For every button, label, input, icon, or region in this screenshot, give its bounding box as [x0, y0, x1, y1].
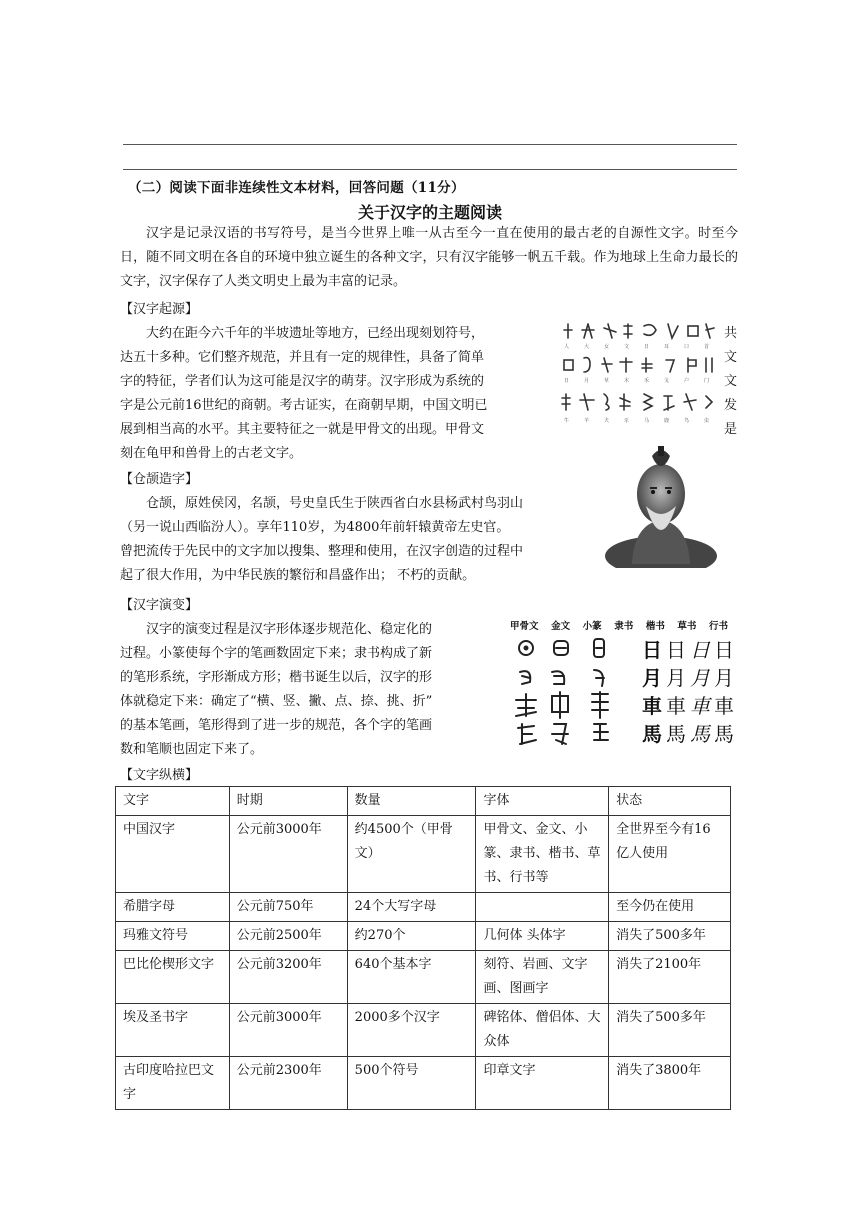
- svg-text:鸟: 鸟: [684, 418, 690, 424]
- origin-line: 大约在距今六千年的半坡遗址等地方，已经出现刻划符号，: [146, 326, 485, 341]
- table-cell: 碑铭体、僧侣体、大众体: [476, 1004, 609, 1057]
- table-cell: 刻符、岩画、文字画、图画字: [476, 951, 609, 1004]
- table-cell: 消失了500多年: [609, 922, 731, 951]
- glyph-kai: 馬: [666, 722, 686, 746]
- script-names-row: [502, 614, 734, 632]
- cangjie-line: 仓颉，原姓侯冈，名颉，号史皇氏生于陕西省白水县杨武村鸟羽山: [146, 496, 524, 511]
- modern-glyphs: [642, 636, 734, 748]
- glyph-kai: 日: [666, 638, 686, 662]
- glyph-xing: 馬: [714, 722, 734, 746]
- section-heading-cangjie: 【仓颉造字】: [120, 472, 199, 487]
- table-row: [116, 1057, 731, 1110]
- glyph-row: [642, 692, 734, 720]
- table-row: [116, 951, 731, 1004]
- table-row: [116, 816, 731, 893]
- svg-text:首: 首: [704, 344, 710, 350]
- glyph-row: [642, 636, 734, 664]
- svg-text:日: 日: [644, 344, 650, 350]
- cangjie-portrait-image: [602, 444, 720, 568]
- glyph-cao: 日: [690, 638, 710, 662]
- comparison-table: [115, 786, 731, 1110]
- origin-line: 字的特征，学者们认为这可能是汉字的萌芽。汉字形成为系统的: [120, 374, 485, 389]
- table-header-row: [116, 787, 731, 816]
- table-cell: 公元前2300年: [229, 1057, 347, 1110]
- section-heading-evolution: 【汉字演变】: [120, 598, 199, 613]
- script-name: 行书: [708, 621, 728, 632]
- svg-text:木: 木: [624, 378, 630, 384]
- svg-text:豕: 豕: [624, 418, 630, 424]
- glyph-li: 馬: [642, 722, 662, 746]
- glyph-kai: 月: [666, 666, 686, 690]
- side-char: 是: [724, 422, 738, 437]
- evolution-line: 汉字的演变过程是汉字形体逐步规范化、稳定化的: [146, 622, 433, 637]
- svg-text:羊: 羊: [584, 418, 590, 424]
- table-cell: 640个基本字: [347, 951, 476, 1004]
- origin-side-chars: [724, 322, 740, 442]
- svg-text:女: 女: [604, 344, 610, 350]
- table-cell: 消失了500多年: [609, 1004, 731, 1057]
- script-name: 金文: [551, 621, 571, 632]
- glyph-cao: 馬: [690, 722, 710, 746]
- table-cell: 中国汉字: [116, 816, 230, 893]
- table-header: 时期: [229, 787, 347, 816]
- cangjie-line: 曾把流传于先民中的文字加以搜集、整理和使用，在汉字创造的过程中: [120, 544, 524, 559]
- table-header: 字体: [476, 787, 609, 816]
- table-row: [116, 922, 731, 951]
- origin-line: 刻在龟甲和兽骨上的古老文字。: [120, 446, 303, 461]
- svg-text:草: 草: [604, 378, 610, 384]
- table-cell: 甲骨文、金文、小篆、隶书、楷书、草书、行书等: [476, 816, 609, 893]
- side-char: 共: [724, 326, 738, 341]
- ancient-script-glyphs: [508, 636, 640, 748]
- top-rule-2: [123, 169, 737, 170]
- glyph-row: [642, 664, 734, 692]
- svg-text:文: 文: [624, 344, 630, 350]
- script-name: 草书: [677, 621, 697, 632]
- section-heading-origin: 【汉字起源】: [120, 302, 199, 317]
- table-cell: 公元前750年: [229, 893, 347, 922]
- origin-line: 字是公元前16世纪的商朝。考古证实，在商朝早期，中国文明已: [120, 398, 488, 413]
- svg-text:禾: 禾: [644, 378, 650, 384]
- svg-text:鹿: 鹿: [664, 418, 670, 424]
- side-char: 文: [724, 374, 738, 389]
- glyph-li: 月: [642, 666, 662, 690]
- table-row: [116, 1004, 731, 1057]
- evolution-line: 数和笔顺也固定下来了。: [120, 742, 264, 757]
- svg-text:大: 大: [584, 344, 590, 350]
- table-row: [116, 893, 731, 922]
- table-cell: 2000多个汉字: [347, 1004, 476, 1057]
- table-cell: 公元前3200年: [229, 951, 347, 1004]
- section-heading-compare: 【文字纵横】: [120, 768, 199, 783]
- evolution-text: [120, 618, 500, 762]
- svg-text:马: 马: [644, 418, 650, 424]
- svg-text:虫: 虫: [704, 418, 710, 424]
- table-cell: 玛雅文符号: [116, 922, 230, 951]
- table-header: 数量: [347, 787, 476, 816]
- cangjie-line: （另一说山西临汾人）。享年110岁，为4800年前轩辕黄帝左史官。: [120, 520, 510, 535]
- glyph-xing: 車: [714, 694, 734, 718]
- glyph-row: [642, 720, 734, 748]
- glyph-cao: 車: [690, 694, 710, 718]
- page-title: 关于汉字的主题阅读: [357, 203, 502, 222]
- script-name: 隶书: [614, 621, 634, 632]
- origin-line: 展到相当高的水平。其主要特征之一就是甲骨文的出现。甲骨文: [120, 422, 485, 437]
- evolution-line: 的基本笔画，笔形得到了进一步的规范，各个字的笔画: [120, 718, 433, 733]
- table-header: 文字: [116, 787, 230, 816]
- origin-text: [120, 322, 550, 466]
- table-cell: 埃及圣书字: [116, 1004, 230, 1057]
- svg-text:门: 门: [704, 378, 710, 384]
- table-cell: [476, 893, 609, 922]
- table-cell: 古印度哈拉巴文字: [116, 1057, 230, 1110]
- glyph-xing: 月: [714, 666, 734, 690]
- table-cell: 约4500个（甲骨文）: [347, 816, 476, 893]
- side-char: 发: [724, 398, 738, 413]
- evolution-line: 过程。小篆使每个字的笔画数固定下来；隶书构成了新: [120, 646, 433, 661]
- table-cell: 500个符号: [347, 1057, 476, 1110]
- table-cell: 希腊字母: [116, 893, 230, 922]
- glyph-li: 日: [642, 638, 662, 662]
- cangjie-text: [120, 492, 604, 588]
- svg-text:口: 口: [684, 344, 690, 350]
- table-cell: 公元前3000年: [229, 816, 347, 893]
- cangjie-line: 起了很大作用，为中华民族的繁衍和昌盛作出； 不朽的贡献。: [120, 568, 476, 583]
- evolution-line: 的笔形系统，字形渐成方形；楷书诞生以后，汉字的形: [120, 670, 433, 685]
- top-rule-1: [123, 144, 737, 145]
- svg-text:戈: 戈: [664, 378, 670, 384]
- svg-text:牛: 牛: [564, 418, 570, 424]
- oracle-bone-characters-image: [560, 318, 720, 443]
- svg-text:犬: 犬: [604, 418, 610, 424]
- table-cell: 几何体 头体字: [476, 922, 609, 951]
- table-cell: 24个大写字母: [347, 893, 476, 922]
- table-cell: 巴比伦楔形文字: [116, 951, 230, 1004]
- side-char: 文: [724, 350, 738, 365]
- table-cell: 公元前2500年: [229, 922, 347, 951]
- glyph-cao: 月: [690, 666, 710, 690]
- glyph-kai: 車: [666, 694, 686, 718]
- svg-text:户: 户: [684, 378, 690, 384]
- table-cell: 消失了3800年: [609, 1057, 731, 1110]
- glyph-xing: 日: [714, 638, 734, 662]
- table-cell: 约270个: [347, 922, 476, 951]
- glyph-li: 車: [642, 694, 662, 718]
- table-cell: 公元前3000年: [229, 1004, 347, 1057]
- svg-text:月: 月: [584, 378, 590, 384]
- script-name: 甲骨文: [510, 621, 539, 632]
- evolution-line: 体就稳定下来：确定了“横、竖、撇、点、捺、挑、折”: [120, 694, 433, 709]
- script-name: 小篆: [582, 621, 602, 632]
- table-cell: 至今仍在使用: [609, 893, 731, 922]
- intro-paragraph: 汉字是记录汉语的书写符号，是当今世界上唯一从古至今一直在使用的最古老的自源性文字。时至今日，随不同文明在各自的环境中独立诞生的各种文字，只有汉字能够一帆五千载。作为地球上生命力最长的文字，汉字保存了人类文明史上最为丰富的记录。: [120, 226, 738, 289]
- table-cell: 消失了2100年: [609, 951, 731, 1004]
- question-header: （二）阅读下面非连续性文本材料，回答问题（11分）: [128, 180, 465, 196]
- svg-text:日: 日: [564, 378, 570, 384]
- script-name: 楷书: [645, 621, 665, 632]
- table-cell: 全世界至今有16亿人使用: [609, 816, 731, 893]
- origin-line: 达五十多种。它们整齐规范，并且有一定的规律性，具备了简单: [120, 350, 485, 365]
- svg-text:耳: 耳: [664, 344, 670, 350]
- svg-text:人: 人: [564, 344, 570, 350]
- script-evolution-image: [502, 614, 734, 746]
- table-header: 状态: [609, 787, 731, 816]
- table-cell: 印章文字: [476, 1057, 609, 1110]
